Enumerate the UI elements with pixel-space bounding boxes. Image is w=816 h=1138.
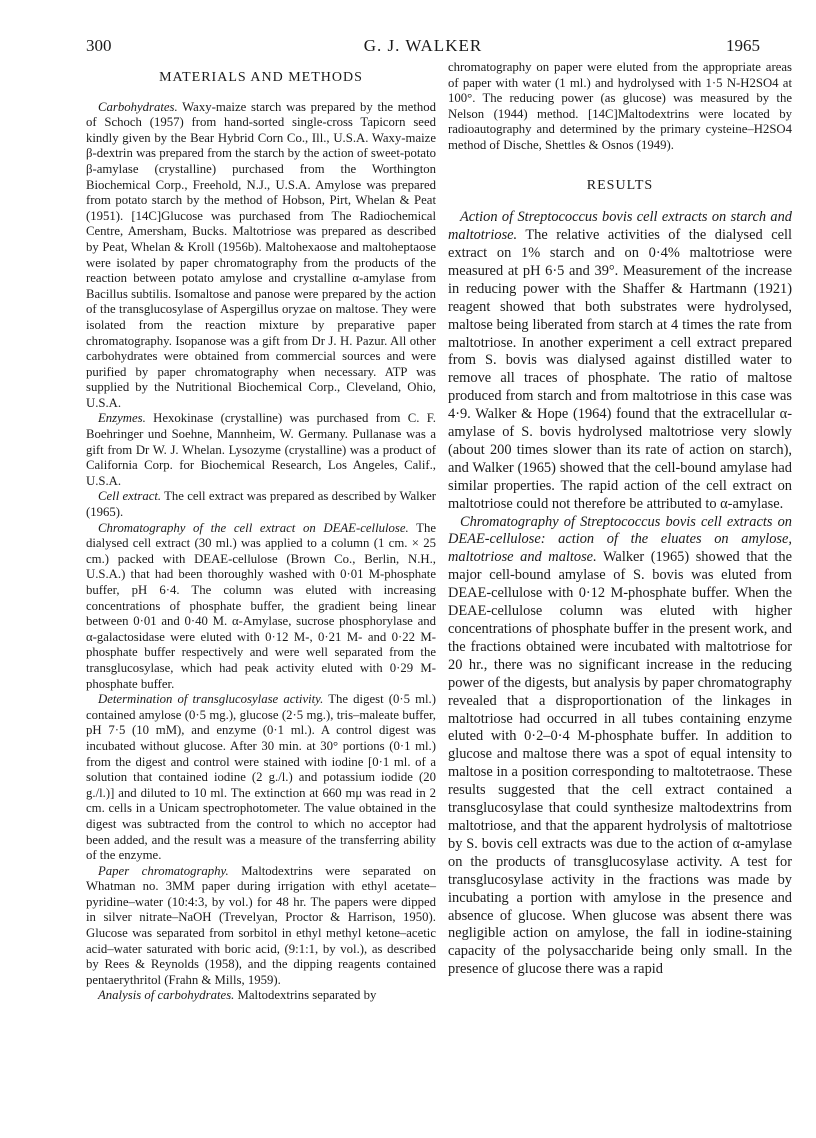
paragraph-text: Maltodextrins were separated on Whatman no. 3MM paper during irrigation with ethyl acetate–pyridine–water (10:4:3, by vol.) for 48 hr. The papers were dipped in silver nitrate–NaOH (Trevelyan, Proctor & Harrison, 1950). Glucose was separated from sorbitol in ethyl methyl ketone–acetic acid–water saturated with boric acid, (9:1:1, by vol.), as described by Rees & Reynolds (1958), and the dipping reagents contained pentaerythritol (Frahn & Mills, 1959). <box>86 863 436 987</box>
paragraph-text: Walker (1965) showed that the major cell-bound amylase of S. bovis was eluted from DEAE-cellulose with 0·12 M-phosphate buffer. When the DEAE-cellulose column was eluted with higher concentrations of phosphate buffer in the present work, and the fractions obtained were incubated with maltotriose for 20 hr., there was no significant increase in the reducing power of the digests, but analysis by paper chromatography revealed that a disproportionation of the linkages in maltotriose had occurred in all tubes containing enzyme eluted with 0·2–0·4 M-phosphate buffer. In addition to glucose and maltose there was a spot of equal intensity to maltose in a position corresponding to maltotetraose. These results suggested that the cell extract contained a transglucosylase that could synthesize maltodextrins from maltotriose, and that the apparent hydrolysis of maltotriose by S. bovis cell extracts was due to the action of α-amylase on the products of transglucosylase activity. A test for transglucosylase activity in the fractions was made by incubating a portion with amylose in the presence and absence of glucose. When glucose was absent there was negligible action on amylose, the fall in iodine-staining capacity of the polysaccharide being only small. In the presence of glucose there was a rapid <box>448 549 792 978</box>
paragraph-text: The relative activities of the dialysed cell extract on 1% starch and on 0·4% maltotriose were measured at pH 6·5 and 39°. Measurement of the increase in reducing power with the Shaffer & Hartmann (1921) reagent showed that both substrates were hydrolysed, maltose being liberated from starch at 4 times the rate from maltotriose. In another experiment a cell extract prepared from S. bovis was dialysed against distilled water to remove all traces of phosphate. The ratio of maltose produced from starch and from maltotriose in this case was 4·9. Walker & Hope (1964) found that the extracellular α-amylase of S. bovis hydrolysed maltotriose very slowly (about 200 times slower than its rate of action on starch), and Walker (1965) showed that the cell-bound amylase had similar properties. The rapid action of the cell extract on maltotriose could not therefore be attributed to α-amylase. <box>448 227 792 512</box>
paragraph-lead: Carbohydrates. <box>98 99 178 114</box>
paragraph-lead: Enzymes. <box>98 411 146 426</box>
paragraph-text: The dialysed cell extract (30 ml.) was applied to a column (1 cm. × 25 cm.) packed with DEAE-cellulose (Brown Co., Berlin, N.H., U.S.A.) that had been thoroughly washed with 0·01 M-phosphate buffer, pH 6·4. The column was eluted with increasing concentrations of phosphate buffer, the gradient being linear between 0·01 and 0·40 M. α-Amylase, sucrose phosphorylase and α-galactosidase were eluted with 0·12 M-, 0·21 M- and 0·22 M-phosphate buffer respectively and were well separated from the transglucosylase, which had peak activity eluted with 0·29 M-phosphate buffer. <box>86 520 436 691</box>
paragraph-action <box>448 209 792 513</box>
running-title: G. J. WALKER <box>363 36 483 55</box>
paragraph-lead: Analysis of carbohydrates. <box>98 988 235 1003</box>
right-column <box>448 60 792 979</box>
paragraph-chromatography-deae <box>86 521 436 693</box>
year: 1965 <box>726 36 760 55</box>
section-heading-materials: MATERIALS AND METHODS <box>159 70 363 85</box>
paragraph-chromatography-eluates <box>448 514 792 980</box>
paragraph-paper-chromatography <box>86 864 436 989</box>
paragraph-analysis <box>86 988 436 1004</box>
section-heading-results: RESULTS <box>586 177 654 193</box>
left-column <box>86 60 436 1004</box>
paragraph-lead: Paper chromatography. <box>98 863 229 878</box>
paragraph-lead: Determination of transglucosylase activity. <box>98 692 324 707</box>
paragraph-lead: Action of Streptococcus bovis cell extracts on starch and maltotriose. <box>448 209 792 244</box>
paragraph-enzymes <box>86 411 436 489</box>
paragraph-transglucosylase-assay <box>86 692 436 864</box>
paragraph-text: The digest (0·5 ml.) contained amylose (0·5 mg.), glucose (2·5 mg.), tris–maleate buffer, pH 7·5 (10 mM), and enzyme (0·1 ml.). A control digest was incubated without glucose. After 30 min. at 30° portions (0·1 ml.) from the digest and control were stained with iodine [0·1 ml. of a solution that contained iodine (2 g./l.) and potassium iodide (20 g./l.)] and diluted to 10 ml. The extinction at 660 mμ was read in 2 cm. cells in a Unicam spectrophotometer. The value obtained in the digest was subtracted from the control to which no acceptor had been added, and the result was a measure of the transferring ability of the enzyme. <box>86 692 436 863</box>
paragraph-continuation: chromatography on paper were eluted from the appropriate areas of paper with water (1 ml.) and hydrolysed with 1·5 N-H2SO4 at 100°. The reducing power (as glucose) was measured by the Nelson (1944) method. [14C]Maltodextrins were located by radioautography and determined by the primary cysteine–H2SO4 method of Dische, Shettles & Osnos (1949). <box>448 60 792 152</box>
paragraph-cell-extract <box>86 489 436 520</box>
paragraph-lead: Chromatography of Streptococcus bovis cell extracts on DEAE-cellulose: action of the eluates on amylose, maltotriose and maltose. <box>448 513 792 566</box>
paragraph-text: Hexokinase (crystalline) was purchased from C. F. Boehringer und Soehne, Mannheim, W. Germany. Pullanase was a gift from Dr W. J. Whelan. Lysozyme (crystalline) was a product of California Corp. for Biochemical Research, Los Angeles, Calif., U.S.A. <box>86 411 436 488</box>
paragraph-text: The cell extract was prepared as described by Walker (1965). <box>86 489 436 520</box>
paragraph-carbohydrates <box>86 100 436 412</box>
paragraph-text: Maltodextrins separated by <box>237 988 377 1003</box>
paragraph-lead: Cell extract. <box>98 489 162 504</box>
paragraph-text: Waxy-maize starch was prepared by the method of Schoch (1957) from hand-sorted single-cross Tapicorn seed kindly given by the Bear Hybrid Corn Co., Ill., U.S.A. Waxy-maize β-dextrin was prepared from the starch by the action of sweet-potato β-amylase (crystalline) purchased from the Worthington Biochemical Corp., Freehold, N.J., U.S.A. Amylose was prepared from potato starch by the method of Hobson, Pirt, Whelan & Peat (1951). [14C]Glucose was purchased from The Radiochemical Centre, Amersham, Bucks. Maltotriose was prepared as described by Peat, Whelan & Kroll (1956b). Maltohexaose and maltoheptaose were isolated by paper chromatography from the products of the reaction between potato amylose and crystalline α-amylase from Bacillus subtilis. Isomaltose and panose were prepared by the action of the transglucosylase of Aspergillus oryzae on maltose. They were isolated from the reaction mixture by preparative paper chromatography. Isopanose was a gift from Dr J. H. Pazur. All other carbohydrates were obtained from commercial sources and were purified by paper chromatography when necessary. ATP was supplied by the Nutritional Biochemical Corp., Cleveland, Ohio, U.S.A. <box>86 99 436 410</box>
page-number: 300 <box>86 36 112 55</box>
paragraph-lead: Chromatography of the cell extract on DEAE-cellulose. <box>98 520 409 535</box>
running-header <box>86 36 760 58</box>
